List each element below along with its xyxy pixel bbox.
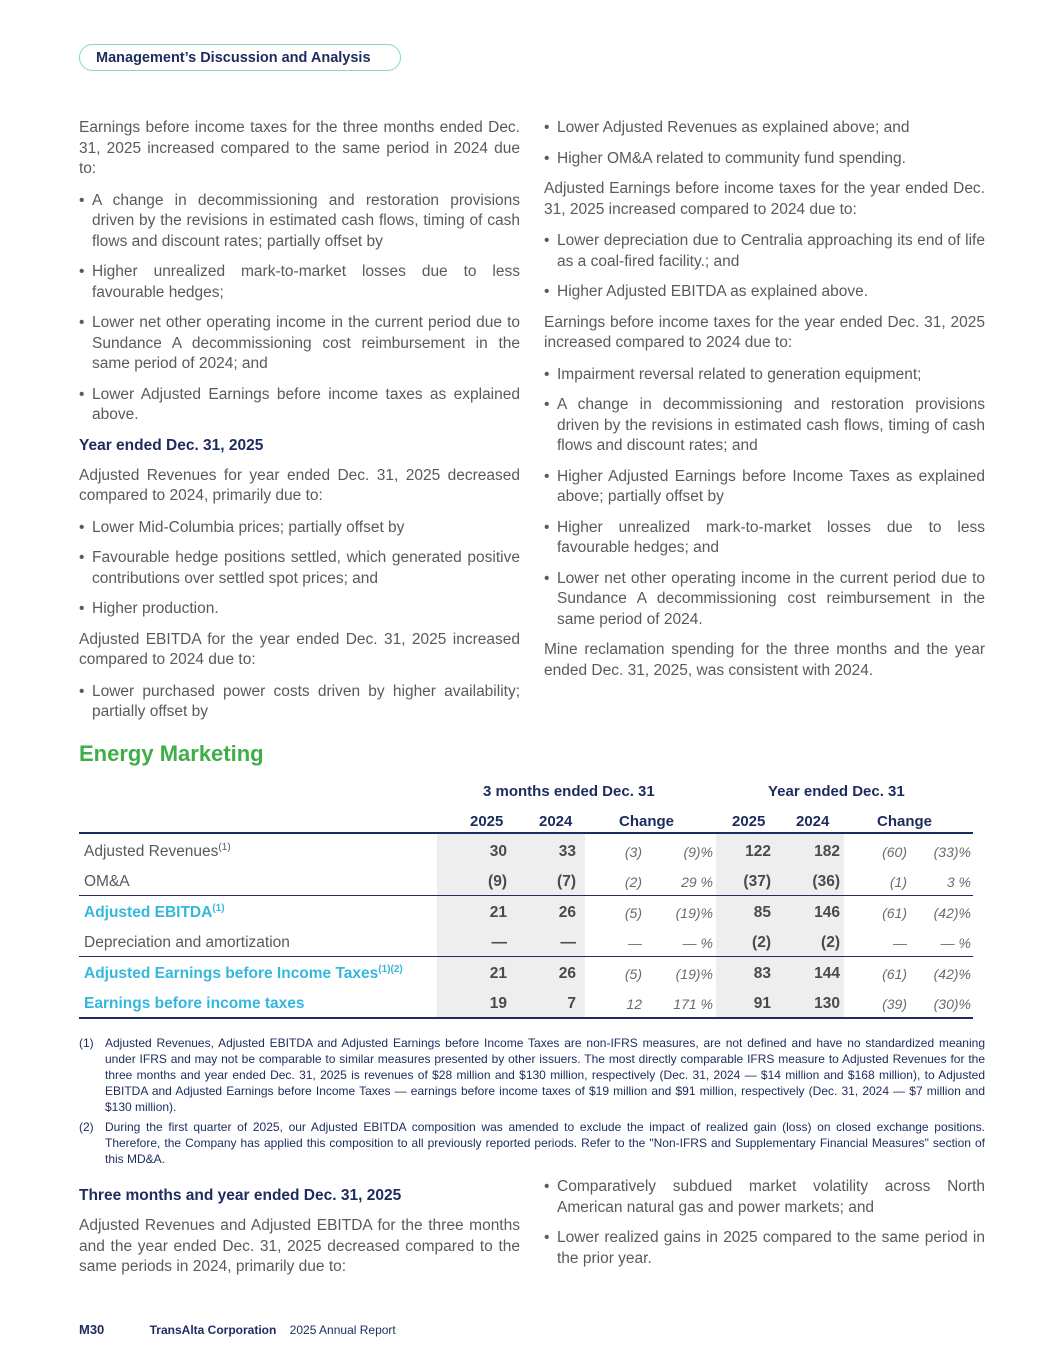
table-row bbox=[79, 988, 973, 1018]
footnote-ref: (1)(2) bbox=[378, 964, 403, 975]
cell-y-pct: (30)% bbox=[933, 996, 971, 1012]
cell-q2024: 26 bbox=[558, 965, 576, 982]
bullet-item: • Favourable hedge positions settled, which generated positive contributions over settled spot prices; and bbox=[79, 548, 520, 589]
cell-q2025: — bbox=[491, 934, 507, 951]
bullet-item: • Higher production. bbox=[79, 599, 520, 620]
footnote bbox=[79, 1119, 985, 1167]
bullet-item: • Lower net other operating income in the current period due to Sundance A decommissioning cost reimbursement in the same period of 2024. bbox=[544, 569, 985, 631]
cell-y2024: (36) bbox=[812, 873, 840, 890]
row-label-text: Adjusted EBITDA bbox=[84, 904, 213, 922]
footnote bbox=[79, 1035, 985, 1115]
cell-q2025: 21 bbox=[489, 904, 507, 921]
footnote-marker: (1) bbox=[79, 1036, 94, 1050]
row-label bbox=[84, 933, 290, 952]
cell-y-change: (60) bbox=[882, 844, 907, 860]
cell-y2025: 85 bbox=[753, 904, 771, 921]
bullet-list bbox=[544, 1177, 985, 1269]
cell-y-pct: (33)% bbox=[933, 844, 971, 860]
bullet-item: • Higher unrealized mark-to-market losses due to less favourable hedges; and bbox=[544, 518, 985, 559]
cell-q2025: 21 bbox=[489, 965, 507, 982]
cell-q-change: (3) bbox=[624, 844, 642, 860]
row-label-text: Earnings before income taxes bbox=[84, 995, 305, 1013]
bullet-item: • Lower Adjusted Earnings before income taxes as explained above. bbox=[79, 385, 520, 426]
footnote-ref: (1) bbox=[212, 903, 225, 914]
cell-y2024: 146 bbox=[814, 904, 840, 921]
footnotes bbox=[79, 1035, 985, 1171]
bullet-list bbox=[79, 518, 520, 620]
col-header: 2024 bbox=[796, 813, 830, 830]
cell-y2024: 182 bbox=[814, 843, 840, 860]
paragraph: Adjusted Revenues and Adjusted EBITDA for the three months and the year ended Dec. 31, 2025 decreased compared to the same periods in 2024, primarily due to: bbox=[79, 1217, 520, 1275]
section-label: Management’s Discussion and Analysis bbox=[96, 49, 371, 66]
bullet-list bbox=[544, 118, 985, 169]
cell-y2024: (2) bbox=[821, 934, 840, 951]
cell-y-pct: (42)% bbox=[933, 905, 971, 921]
section-label-pill bbox=[79, 44, 401, 71]
table-row bbox=[79, 836, 973, 866]
report-name: 2025 Annual Report bbox=[289, 1323, 396, 1337]
bullet-item: • Comparatively subdued market volatility across North American natural gas and power markets; and bbox=[544, 1177, 985, 1218]
cell-q2024: 7 bbox=[567, 995, 576, 1012]
footnote-marker: (2) bbox=[79, 1120, 94, 1134]
table-rule bbox=[79, 1017, 973, 1019]
cell-y-pct: — % bbox=[940, 935, 971, 951]
left-column bbox=[79, 118, 520, 733]
bullet-list bbox=[79, 191, 520, 426]
cell-y-pct: (42)% bbox=[933, 966, 971, 982]
cell-q-change: (2) bbox=[624, 874, 642, 890]
table-row bbox=[79, 958, 973, 988]
subheading: Three months and year ended Dec. 31, 2025 bbox=[79, 1187, 402, 1204]
footnote-text: During the first quarter of 2025, our Adjusted EBITDA composition was amended to exclude the impact of realized gain (loss) on closed exchange positions. Therefore, the Company has applied this composition to all previously reported periods. Refer to the "Non-IFRS and Supplementary Financial Measures" section of this MD&A. bbox=[105, 1120, 985, 1166]
cell-y-pct: 3 % bbox=[946, 874, 971, 890]
cell-y2024: 144 bbox=[814, 965, 840, 982]
cell-q2024: 33 bbox=[558, 843, 576, 860]
company-name: TransAlta Corporation bbox=[149, 1323, 277, 1337]
bullet-item: • Higher Adjusted Earnings before Income Taxes as explained above; partially offset by bbox=[544, 467, 985, 508]
group-header-quarter: 3 months ended Dec. 31 bbox=[483, 783, 655, 800]
cell-q2024: 26 bbox=[558, 904, 576, 921]
bullet-item: • Lower net other operating income in the current period due to Sundance A decommissioning cost reimbursement in the same period of 2024; and bbox=[79, 313, 520, 375]
col-header: 2025 bbox=[732, 813, 766, 830]
table-row bbox=[79, 897, 973, 927]
table-row bbox=[79, 927, 973, 957]
bullet-item: • A change in decommissioning and restoration provisions driven by the revisions in estimated cash flows, timing of cash flows and discount rates; and bbox=[544, 395, 985, 457]
cell-y2025: 122 bbox=[745, 843, 771, 860]
subheading: Year ended Dec. 31, 2025 bbox=[79, 436, 264, 454]
cell-q-pct: 171 % bbox=[673, 996, 713, 1012]
bullet-list bbox=[544, 365, 985, 631]
cell-q-pct: (19)% bbox=[675, 966, 713, 982]
bullet-item: • Higher unrealized mark-to-market losses due to less favourable hedges; bbox=[79, 262, 520, 303]
bullet-item: • Lower realized gains in 2025 compared to the same period in the prior year. bbox=[544, 1228, 985, 1269]
cell-y2025: 91 bbox=[753, 995, 771, 1012]
bullet-item: • Lower depreciation due to Centralia approaching its end of life as a coal-fired facility.; and bbox=[544, 231, 985, 272]
row-label-text: Adjusted Earnings before Income Taxes bbox=[84, 965, 379, 983]
table-rule bbox=[79, 832, 973, 834]
cell-q2025: 30 bbox=[489, 843, 507, 860]
page-footer bbox=[79, 1322, 396, 1337]
bullet-item: • Lower Adjusted Revenues as explained above; and bbox=[544, 118, 985, 139]
row-label-text: OM&A bbox=[84, 873, 130, 891]
paragraph: Adjusted Revenues for year ended Dec. 31, 2025 decreased compared to 2024, primarily due to: bbox=[79, 466, 520, 504]
bullet-item: • A change in decommissioning and restoration provisions driven by the revisions in estimated cash flows, timing of cash flows and discount rates; partially offset by bbox=[79, 191, 520, 253]
col-header: Change bbox=[877, 813, 933, 830]
row-label bbox=[84, 994, 305, 1013]
cell-y2024: 130 bbox=[814, 995, 840, 1012]
cell-q-pct: 29 % bbox=[681, 874, 713, 890]
table-rule bbox=[79, 895, 973, 896]
cell-y2025: (37) bbox=[743, 873, 771, 890]
cell-q2024: — bbox=[560, 934, 576, 951]
row-label bbox=[84, 903, 225, 922]
bullet-list bbox=[79, 682, 520, 723]
cell-q-change: — bbox=[628, 935, 642, 951]
cell-y2025: (2) bbox=[752, 934, 771, 951]
cell-y-change: (61) bbox=[882, 905, 907, 921]
bullet-list bbox=[544, 231, 985, 303]
col-header: 2025 bbox=[470, 813, 504, 830]
col-header: 2024 bbox=[539, 813, 573, 830]
table-rule bbox=[79, 956, 973, 957]
paragraph: Adjusted Earnings before income taxes for the year ended Dec. 31, 2025 increased compared to 2024 due to: bbox=[544, 180, 985, 218]
bullet-item: • Higher OM&A related to community fund spending. bbox=[544, 149, 985, 170]
bullet-item: • Lower Mid-Columbia prices; partially offset by bbox=[79, 518, 520, 539]
cell-q2025: 19 bbox=[489, 995, 507, 1012]
cell-y2025: 83 bbox=[753, 965, 771, 982]
col-header: Change bbox=[619, 813, 675, 830]
row-label-text: Depreciation and amortization bbox=[84, 934, 290, 952]
footnote-ref: (1) bbox=[218, 842, 231, 853]
cell-q-pct: (19)% bbox=[675, 905, 713, 921]
paragraph: Mine reclamation spending for the three months and the year ended Dec. 31, 2025, was consistent with 2024. bbox=[544, 641, 985, 679]
paragraph: Adjusted EBITDA for the year ended Dec. 31, 2025 increased compared to 2024 due to: bbox=[79, 630, 520, 668]
bullet-item: • Higher Adjusted EBITDA as explained above. bbox=[544, 282, 985, 303]
footnote-text: Adjusted Revenues, Adjusted EBITDA and Adjusted Earnings before Income Taxes are non-IFRS measures, are not defined and have no standardized meaning under IFRS and may not be comparable to similar measures presented by other issuers. The most directly comparable IFRS measure to Adjusted Revenues for the three months and year ended Dec. 31, 2025 is revenues of $28 million and $130 million, respectively (Dec. 31, 2024 — $14 million and $168 million), to Adjusted EBITDA and Adjusted Earnings before Income Taxes — earnings before income taxes of $19 million and $91 million, respectively (Dec. 31, 2024 — $7 million and $130 million). bbox=[105, 1036, 985, 1114]
bottom-left-column bbox=[79, 1186, 520, 1289]
right-column bbox=[544, 118, 985, 692]
row-label bbox=[84, 842, 231, 861]
cell-y-change: (39) bbox=[882, 996, 907, 1012]
table-row bbox=[79, 866, 973, 896]
cell-y-change: (61) bbox=[882, 966, 907, 982]
row-label-text: Adjusted Revenues bbox=[84, 843, 219, 861]
paragraph: Earnings before income taxes for the year ended Dec. 31, 2025 increased compared to 2024 due to: bbox=[544, 313, 985, 351]
row-label bbox=[84, 964, 403, 983]
paragraph: Earnings before income taxes for the three months ended Dec. 31, 2025 increased compared to the same period in 2024 due to: bbox=[79, 119, 520, 177]
bottom-right-column bbox=[544, 1177, 985, 1279]
page-number: M30 bbox=[79, 1322, 105, 1337]
cell-q-pct: — % bbox=[682, 935, 713, 951]
bullet-item: • Impairment reversal related to generation equipment; bbox=[544, 365, 985, 386]
cell-q-change: (5) bbox=[624, 966, 642, 982]
section-title: Energy Marketing bbox=[79, 741, 264, 766]
cell-y-change: — bbox=[893, 935, 907, 951]
cell-q2024: (7) bbox=[557, 873, 576, 890]
group-header-year: Year ended Dec. 31 bbox=[768, 783, 905, 800]
row-label bbox=[84, 872, 130, 891]
bullet-item: • Lower purchased power costs driven by higher availability; partially offset by bbox=[79, 682, 520, 723]
cell-q-pct: (9)% bbox=[683, 844, 713, 860]
cell-q-change: 12 bbox=[626, 996, 642, 1012]
cell-q2025: (9) bbox=[488, 873, 507, 890]
cell-q-change: (5) bbox=[624, 905, 642, 921]
cell-y-change: (1) bbox=[889, 874, 907, 890]
